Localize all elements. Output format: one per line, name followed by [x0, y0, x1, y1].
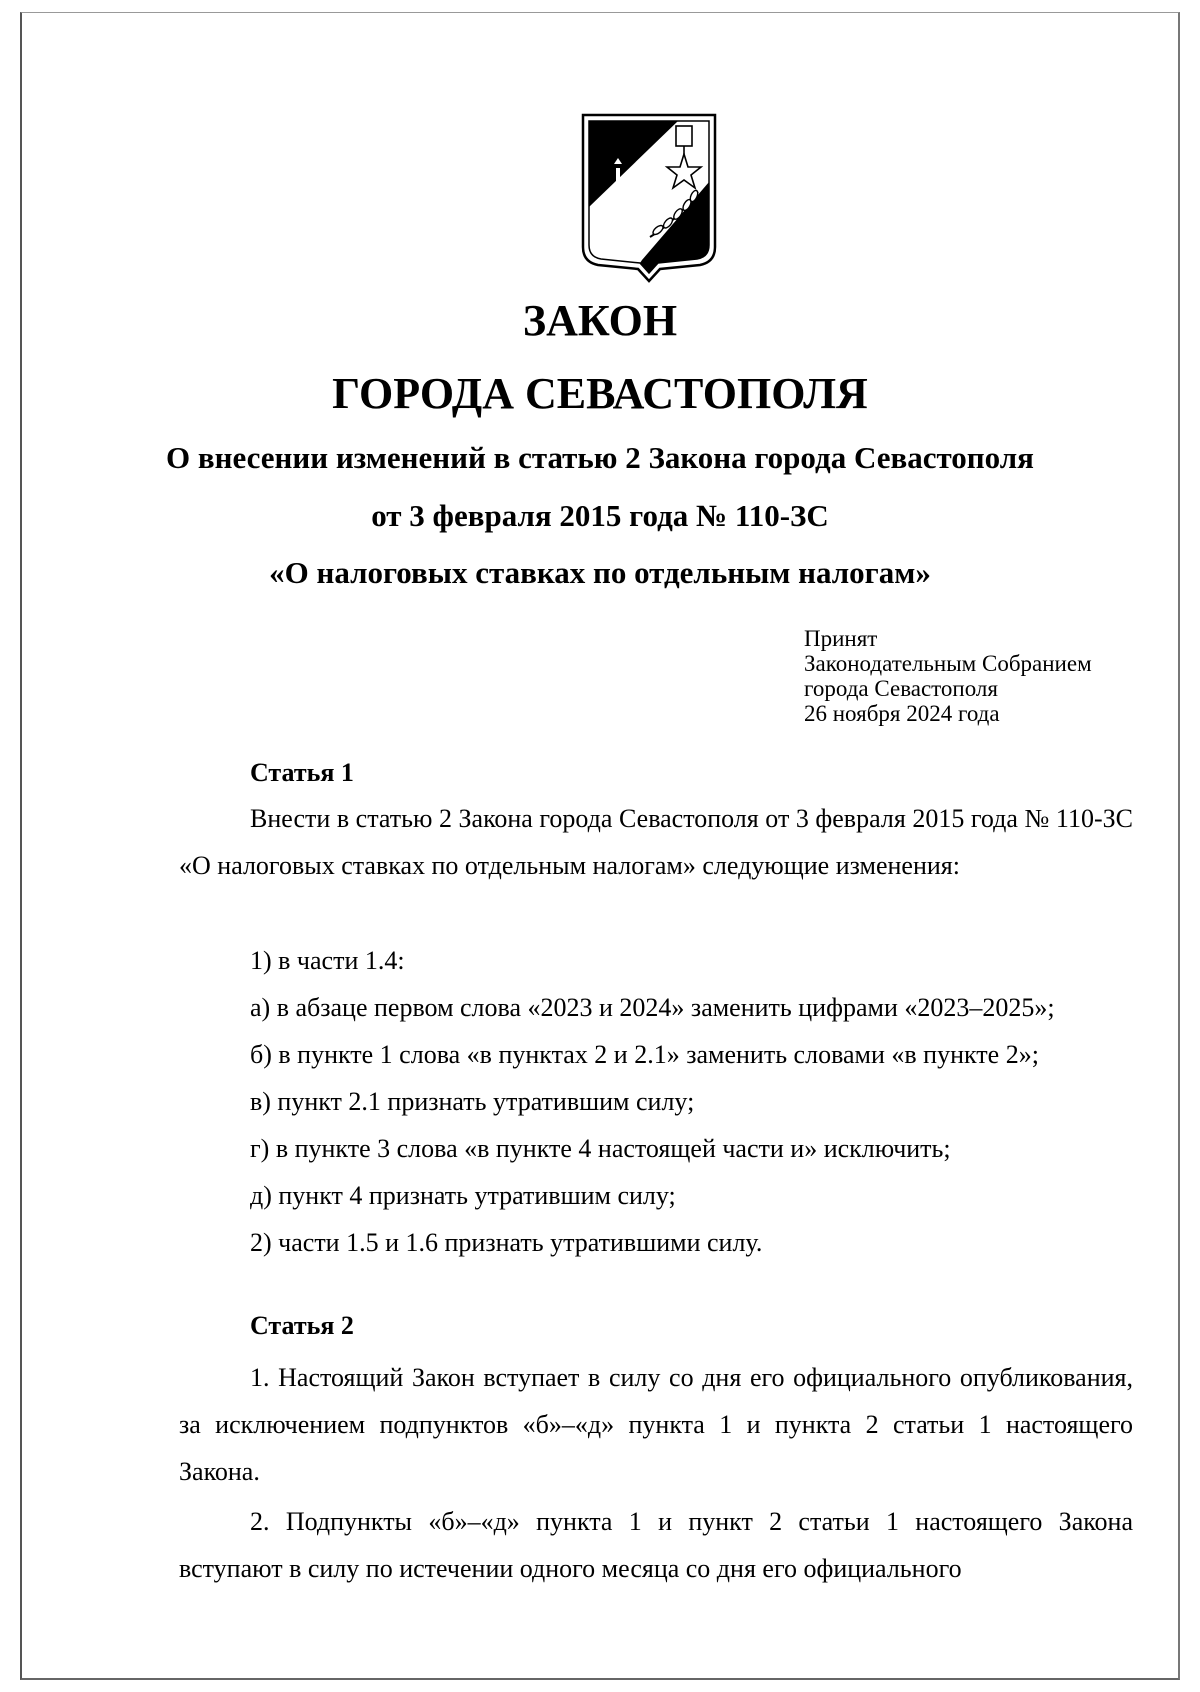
article-2-paragraph-2: 2. Подпункты «б»–«д» пункта 1 и пункт 2 статьи 1 настоящего Закона вступают в силу по истечении одного месяца со дня его официального — [179, 1507, 1133, 1583]
article-1-item: в) пункт 2.1 признать утратившим силу; — [250, 1087, 695, 1116]
article-1-item: 2) части 1.5 и 1.6 признать утратившими силу. — [250, 1228, 763, 1257]
adoption-line: Законодательным Собранием — [804, 651, 1092, 676]
sevastopol-coat-of-arms-icon — [580, 112, 718, 284]
document-subject-line-3: «О налоговых ставках по отдельным налогам» — [269, 555, 931, 590]
article-1-item: д) пункт 4 признать утратившим силу; — [250, 1181, 676, 1210]
article-2-heading: Статья 2 — [250, 1311, 354, 1340]
document-issuer: ГОРОДА СЕВАСТОПОЛЯ — [332, 369, 868, 418]
article-1-item: г) в пункте 3 слова «в пункте 4 настоящей части и» исключить; — [250, 1134, 951, 1163]
article-1-heading: Статья 1 — [250, 758, 354, 787]
adoption-block — [804, 626, 1092, 726]
article-2-paragraph-1: 1. Настоящий Закон вступает в силу со дня его официального опубликования, за исключением подпунктов «б»–«д» пункта 1 и пункта 2 статьи 1 настоящего Закона. — [179, 1363, 1133, 1486]
document-subject-line-2: от 3 февраля 2015 года № 110-ЗС — [371, 498, 829, 533]
article-1-intro: Внести в статью 2 Закона города Севастополя от 3 февраля 2015 года № 110-ЗС «О налоговых ставках по отдельным налогам» следующие изменения: — [179, 804, 1133, 880]
article-1-item: б) в пункте 1 слова «в пунктах 2 и 2.1» заменить словами «в пункте 2»; — [250, 1040, 1039, 1069]
article-1-item: 1) в части 1.4: — [250, 946, 405, 975]
document-subject-line-1: О внесении изменений в статью 2 Закона города Севастополя — [166, 440, 1034, 475]
article-1-item: а) в абзаце первом слова «2023 и 2024» заменить цифрами «2023–2025»; — [250, 993, 1055, 1022]
document-title: ЗАКОН — [522, 296, 678, 345]
adoption-date: 26 ноября 2024 года — [804, 701, 1000, 726]
adoption-line: Принят — [804, 626, 878, 651]
adoption-line: города Севастополя — [804, 676, 998, 701]
